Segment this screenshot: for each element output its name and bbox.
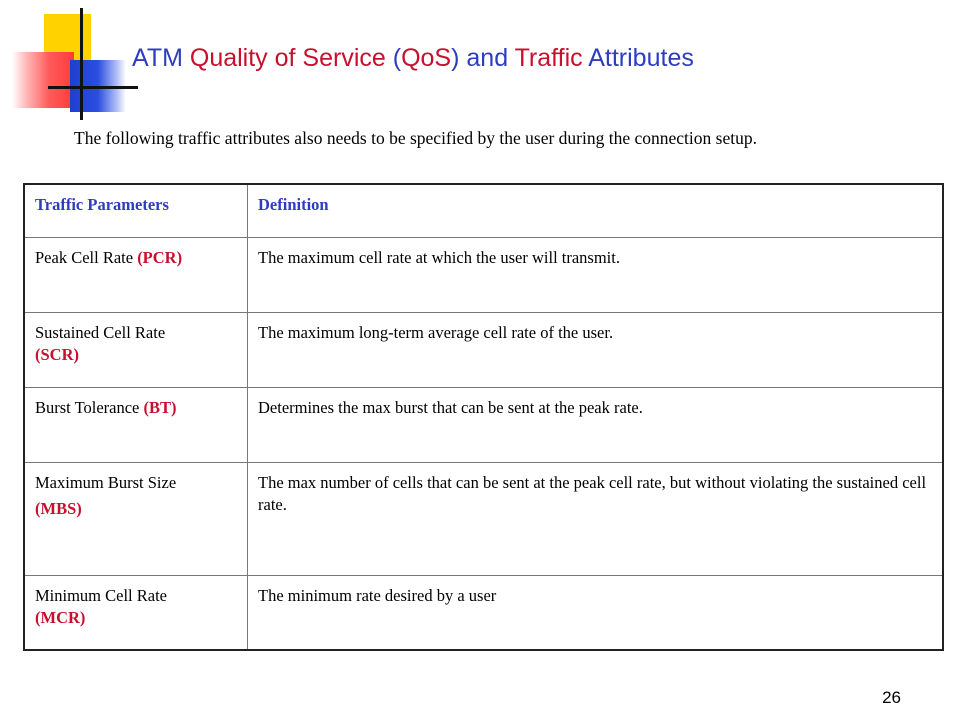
definition-cell: The maximum cell rate at which the user will transmit. — [248, 237, 944, 312]
table-row — [24, 387, 943, 462]
param-name: Burst Tolerance — [35, 397, 144, 417]
param-name: Peak Cell Rate — [35, 247, 138, 267]
title-text: ( — [385, 44, 402, 72]
title-accent-qos-abbr: QoS — [401, 44, 452, 72]
definition-cell: The maximum long-term average cell rate of the user. — [248, 312, 944, 387]
intro-text: The following traffic attributes also needs to be specified by the user during the connection setup. — [74, 128, 757, 148]
param-cell — [24, 387, 248, 462]
logo-vertical-line — [80, 8, 83, 120]
param-name: Maximum Burst Size — [35, 472, 177, 492]
title-text: ATM — [132, 44, 190, 72]
title-accent-traffic: Traffic — [514, 44, 583, 72]
title-text: ) and — [451, 44, 515, 72]
table-row — [24, 312, 943, 387]
param-name: Sustained Cell Rate — [35, 322, 166, 342]
logo-red-block — [12, 52, 74, 108]
page-number: 26 — [882, 688, 901, 707]
table-header-row — [24, 184, 943, 237]
table-row — [24, 237, 943, 312]
param-cell — [24, 575, 248, 650]
header-definition: Definition — [248, 184, 944, 237]
table-row — [24, 462, 943, 575]
table-row — [24, 575, 943, 650]
definition-cell: The max number of cells that can be sent at the peak cell rate, but without violating the sustained cell rate. — [248, 462, 944, 575]
definition-cell: The minimum rate desired by a user — [248, 575, 944, 650]
param-cell — [24, 237, 248, 312]
slide-title — [132, 44, 694, 73]
traffic-parameters-table — [23, 183, 944, 651]
param-cell — [24, 312, 248, 387]
param-abbr: (SCR) — [35, 344, 79, 364]
param-name: Minimum Cell Rate — [35, 585, 167, 605]
param-abbr: (MCR) — [35, 607, 86, 627]
title-accent-qos: Quality of Service — [189, 44, 386, 72]
definition-cell: Determines the max burst that can be sent at the peak rate. — [248, 387, 944, 462]
param-abbr: (BT) — [143, 397, 177, 417]
logo-horizontal-line — [48, 86, 138, 89]
param-cell — [24, 462, 248, 575]
param-abbr: (PCR) — [137, 247, 183, 267]
header-traffic-parameters: Traffic Parameters — [24, 184, 248, 237]
param-abbr: (MBS) — [35, 498, 82, 518]
title-text: Attributes — [582, 44, 694, 72]
